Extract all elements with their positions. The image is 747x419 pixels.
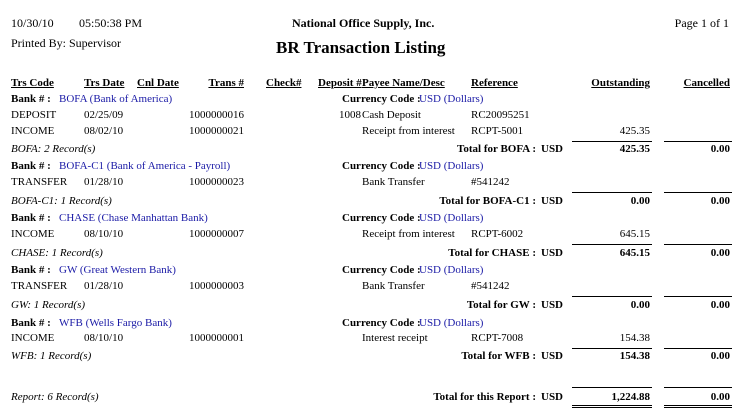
currency-label: Currency Code : — [342, 212, 421, 224]
col-cancelled: Cancelled — [683, 77, 730, 89]
bank-total-outstanding: 425.35 — [619, 143, 650, 155]
bank-total-outstanding: 0.00 — [630, 195, 650, 207]
currency-label: Currency Code : — [342, 160, 421, 172]
col-trans: Trans # — [208, 77, 244, 89]
col-cnl-date: Cnl Date — [137, 77, 179, 89]
report-date: 10/30/10 — [11, 16, 54, 30]
deposit-number: 1008 — [339, 109, 361, 121]
outstanding-amount: 154.38 — [619, 332, 650, 344]
company-name: National Office Supply, Inc. — [292, 16, 435, 30]
subtotal-rule — [572, 244, 652, 245]
trans-number: 1000000001 — [189, 332, 244, 344]
payee-desc: Receipt from interest — [362, 125, 455, 137]
trans-number: 1000000021 — [189, 125, 244, 137]
trs-date: 02/25/09 — [84, 109, 124, 121]
bank-total-currency: USD — [541, 350, 564, 362]
record-count: WFB: 1 Record(s) — [11, 350, 92, 362]
trs-code: DEPOSIT — [11, 109, 57, 121]
report-total-outstanding: 1,224.88 — [611, 391, 650, 403]
trs-date: 08/10/10 — [84, 332, 124, 344]
bank-total-cancelled: 0.00 — [710, 299, 730, 311]
bank-total-currency: USD — [541, 299, 564, 311]
report-total-label: Total for this Report : — [433, 391, 536, 403]
bank-total-label: Total for GW : — [466, 299, 536, 311]
record-count: GW: 1 Record(s) — [11, 299, 86, 311]
trans-number: 1000000016 — [189, 109, 244, 121]
col-check: Check# — [266, 77, 302, 89]
col-trs-date: Trs Date — [84, 77, 125, 89]
subtotal-rule — [572, 348, 652, 349]
currency-value: USD (Dollars) — [419, 93, 484, 105]
reference: RCPT-7008 — [471, 332, 524, 344]
currency-label: Currency Code : — [342, 317, 421, 329]
outstanding-amount: 425.35 — [619, 125, 650, 137]
bank-name: BOFA (Bank of America) — [59, 93, 173, 105]
trans-number: 1000000023 — [189, 176, 244, 188]
outstanding-amount: 645.15 — [619, 228, 650, 240]
printed-by: Printed By: Supervisor — [11, 36, 121, 50]
trs-date: 08/02/10 — [84, 125, 124, 137]
bank-name: BOFA-C1 (Bank of America - Payroll) — [59, 160, 231, 172]
subtotal-rule — [572, 296, 652, 297]
report-total-currency: USD — [541, 391, 564, 403]
col-reference: Reference — [471, 77, 518, 89]
bank-total-label: Total for WFB : — [461, 350, 536, 362]
bank-total-cancelled: 0.00 — [710, 247, 730, 259]
currency-value: USD (Dollars) — [419, 317, 484, 329]
bank-total-cancelled: 0.00 — [710, 350, 730, 362]
bank-total-label: Total for BOFA : — [457, 143, 536, 155]
bank-total-label: Total for BOFA-C1 : — [439, 195, 536, 207]
reference: RCPT-6002 — [471, 228, 524, 240]
bank-total-currency: USD — [541, 247, 564, 259]
subtotal-rule — [572, 141, 652, 142]
trs-code: INCOME — [11, 332, 55, 344]
page-number: Page 1 of 1 — [674, 16, 729, 30]
bank-total-currency: USD — [541, 195, 564, 207]
grand-total-double-rule — [664, 405, 732, 408]
subtotal-rule — [572, 192, 652, 193]
currency-label: Currency Code : — [342, 93, 421, 105]
payee-desc: Cash Deposit — [362, 109, 421, 121]
payee-desc: Bank Transfer — [362, 280, 425, 292]
col-payee: Payee Name/Desc — [362, 77, 445, 89]
currency-label: Currency Code : — [342, 264, 421, 276]
bank-total-outstanding: 0.00 — [630, 299, 650, 311]
grand-total-rule — [572, 387, 652, 388]
grand-total-rule — [664, 387, 732, 388]
trs-code: TRANSFER — [11, 280, 68, 292]
bank-total-label: Total for CHASE : — [448, 247, 536, 259]
col-trs-code: Trs Code — [11, 77, 54, 89]
trs-code: INCOME — [11, 228, 55, 240]
bank-label: Bank # : — [11, 317, 51, 329]
trs-date: 01/28/10 — [84, 176, 124, 188]
payee-desc: Bank Transfer — [362, 176, 425, 188]
trs-date: 08/10/10 — [84, 228, 124, 240]
bank-total-currency: USD — [541, 143, 564, 155]
currency-value: USD (Dollars) — [419, 160, 484, 172]
reference: RCPT-5001 — [471, 125, 524, 137]
trs-date: 01/28/10 — [84, 280, 124, 292]
report-title: BR Transaction Listing — [276, 38, 446, 57]
bank-label: Bank # : — [11, 264, 51, 276]
record-count: BOFA-C1: 1 Record(s) — [11, 195, 112, 207]
col-outstanding: Outstanding — [591, 77, 650, 89]
bank-label: Bank # : — [11, 93, 51, 105]
trans-number: 1000000007 — [189, 228, 244, 240]
bank-label: Bank # : — [11, 212, 51, 224]
bank-name: CHASE (Chase Manhattan Bank) — [59, 212, 208, 224]
record-count: BOFA: 2 Record(s) — [11, 143, 96, 155]
trs-code: INCOME — [11, 125, 55, 137]
report-total-cancelled: 0.00 — [710, 391, 730, 403]
subtotal-rule — [664, 348, 732, 349]
trs-code: TRANSFER — [11, 176, 68, 188]
record-count: CHASE: 1 Record(s) — [11, 247, 103, 259]
subtotal-rule — [664, 244, 732, 245]
bank-total-cancelled: 0.00 — [710, 195, 730, 207]
trans-number: 1000000003 — [189, 280, 244, 292]
reference: RC20095251 — [471, 109, 530, 121]
payee-desc: Receipt from interest — [362, 228, 455, 240]
payee-desc: Interest receipt — [362, 332, 428, 344]
bank-name: WFB (Wells Fargo Bank) — [59, 317, 172, 329]
subtotal-rule — [664, 141, 732, 142]
bank-name: GW (Great Western Bank) — [59, 264, 176, 276]
bank-total-outstanding: 154.38 — [619, 350, 650, 362]
currency-value: USD (Dollars) — [419, 212, 484, 224]
bank-total-cancelled: 0.00 — [710, 143, 730, 155]
reference: #541242 — [471, 176, 510, 188]
grand-total-double-rule — [572, 405, 652, 408]
col-deposit: Deposit # — [318, 77, 362, 89]
subtotal-rule — [664, 192, 732, 193]
currency-value: USD (Dollars) — [419, 264, 484, 276]
bank-total-outstanding: 645.15 — [619, 247, 650, 259]
reference: #541242 — [471, 280, 510, 292]
report-time: 05:50:38 PM — [79, 16, 143, 30]
subtotal-rule — [664, 296, 732, 297]
report-record-count: Report: 6 Record(s) — [11, 391, 99, 403]
bank-label: Bank # : — [11, 160, 51, 172]
